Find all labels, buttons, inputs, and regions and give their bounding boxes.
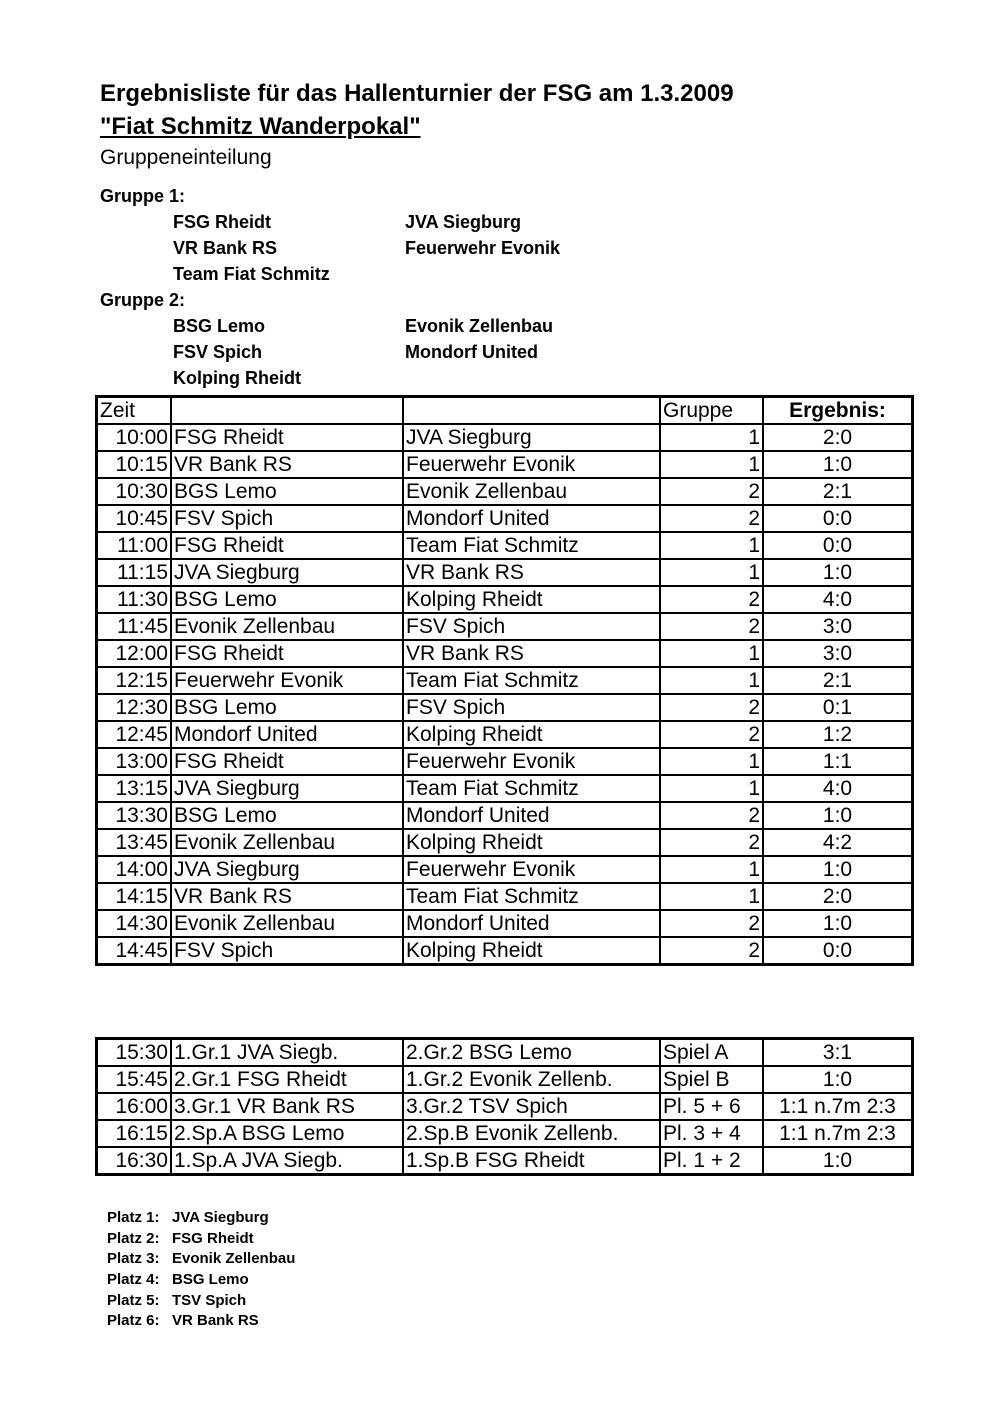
team-home: FSV Spich	[171, 937, 403, 965]
group-1-row	[100, 209, 705, 235]
team-home: BSG Lemo	[171, 694, 403, 721]
team-away: Evonik Zellenbau	[403, 478, 660, 505]
match-group: Pl. 5 + 6	[660, 1093, 763, 1120]
team-away: Kolping Rheidt	[403, 937, 660, 965]
team-away: Team Fiat Schmitz	[403, 667, 660, 694]
team-home: FSG Rheidt	[171, 532, 403, 559]
team-home: BGS Lemo	[171, 478, 403, 505]
team-away: Feuerwehr Evonik	[403, 451, 660, 478]
team-away: Team Fiat Schmitz	[403, 883, 660, 910]
finals-table	[95, 1037, 914, 1176]
group-2-label: Gruppe 2:	[100, 290, 186, 310]
match-time: 16:30	[97, 1147, 172, 1175]
match-time: 12:45	[97, 721, 172, 748]
match-group: 2	[660, 937, 763, 965]
match-group: 2	[660, 613, 763, 640]
table-row	[97, 1039, 913, 1067]
group-assignment	[100, 183, 705, 391]
standing-team: TSV Spich	[172, 1291, 247, 1309]
match-time: 13:15	[97, 775, 172, 802]
match-time: 13:30	[97, 802, 172, 829]
table-row	[97, 829, 913, 856]
table-row	[97, 586, 913, 613]
match-group: 2	[660, 721, 763, 748]
group-team	[405, 261, 705, 287]
team-away: 3.Gr.2 TSV Spich	[403, 1093, 660, 1120]
group-team: Feuerwehr Evonik	[405, 238, 561, 258]
team-away: FSV Spich	[403, 613, 660, 640]
match-time: 16:15	[97, 1120, 172, 1147]
match-result: 4:0	[763, 586, 913, 613]
match-group: 1	[660, 532, 763, 559]
final-standings	[107, 1208, 295, 1332]
team-home: 2.Sp.A BSG Lemo	[171, 1120, 403, 1147]
team-away: 1.Gr.2 Evonik Zellenb.	[403, 1066, 660, 1093]
match-time: 10:30	[97, 478, 172, 505]
match-group: 1	[660, 559, 763, 586]
team-home: 2.Gr.1 FSG Rheidt	[171, 1066, 403, 1093]
match-group: 1	[660, 640, 763, 667]
match-result: 1:1 n.7m 2:3	[763, 1120, 913, 1147]
standing-place: Platz 2:	[107, 1229, 160, 1247]
page-title: Ergebnisliste für das Hallenturnier der FSG am 1.3.2009	[100, 80, 734, 107]
match-time: 15:45	[97, 1066, 172, 1093]
standing-row	[107, 1291, 295, 1312]
table-row	[97, 559, 913, 586]
match-result: 1:0	[763, 451, 913, 478]
match-result: 0:0	[763, 532, 913, 559]
table-row	[97, 1066, 913, 1093]
team-home: 3.Gr.1 VR Bank RS	[171, 1093, 403, 1120]
standing-row	[107, 1249, 295, 1270]
standing-team: BSG Lemo	[172, 1271, 249, 1289]
match-result: 2:0	[763, 424, 913, 451]
team-away: 1.Sp.B FSG Rheidt	[403, 1147, 660, 1175]
match-result: 1:0	[763, 559, 913, 586]
standing-place: Platz 5:	[107, 1291, 160, 1309]
group-1-row	[100, 235, 705, 261]
match-result: 3:0	[763, 613, 913, 640]
match-result: 0:0	[763, 937, 913, 965]
standing-row	[107, 1229, 295, 1250]
team-away: 2.Sp.B Evonik Zellenb.	[403, 1120, 660, 1147]
match-group: 2	[660, 586, 763, 613]
team-away: 2.Gr.2 BSG Lemo	[403, 1039, 660, 1067]
match-result: 1:0	[763, 856, 913, 883]
group-team: Mondorf United	[405, 342, 538, 362]
match-result: 2:0	[763, 883, 913, 910]
group-team: JVA Siegburg	[405, 212, 522, 232]
match-group: 1	[660, 424, 763, 451]
match-group: Pl. 1 + 2	[660, 1147, 763, 1175]
team-home: Mondorf United	[171, 721, 403, 748]
match-result: 1:1	[763, 748, 913, 775]
team-home: JVA Siegburg	[171, 559, 403, 586]
header-time: Zeit	[97, 397, 172, 425]
group-team: VR Bank RS	[173, 238, 278, 258]
match-time: 10:00	[97, 424, 172, 451]
match-time: 13:00	[97, 748, 172, 775]
team-away: Team Fiat Schmitz	[403, 532, 660, 559]
match-time: 10:45	[97, 505, 172, 532]
team-away: FSV Spich	[403, 694, 660, 721]
team-away: Kolping Rheidt	[403, 586, 660, 613]
team-away: Kolping Rheidt	[403, 721, 660, 748]
table-row	[97, 748, 913, 775]
team-home: VR Bank RS	[171, 451, 403, 478]
match-result: 2:1	[763, 667, 913, 694]
match-time: 14:00	[97, 856, 172, 883]
table-row	[97, 775, 913, 802]
match-time: 12:00	[97, 640, 172, 667]
table-row	[97, 640, 913, 667]
match-result: 1:0	[763, 1147, 913, 1175]
group-team: Evonik Zellenbau	[405, 316, 554, 336]
match-time: 11:15	[97, 559, 172, 586]
match-group: 1	[660, 748, 763, 775]
match-time: 14:15	[97, 883, 172, 910]
team-home: FSG Rheidt	[171, 424, 403, 451]
team-home: FSV Spich	[171, 505, 403, 532]
match-group: 2	[660, 694, 763, 721]
match-group: Pl. 3 + 4	[660, 1120, 763, 1147]
table-row	[97, 802, 913, 829]
group-team	[405, 365, 705, 391]
match-time: 11:30	[97, 586, 172, 613]
header-result: Ergebnis:	[763, 397, 913, 425]
team-home: 1.Sp.A JVA Siegb.	[171, 1147, 403, 1175]
group-1-row	[100, 261, 705, 287]
table-row	[97, 424, 913, 451]
team-away: JVA Siegburg	[403, 424, 660, 451]
match-group: 1	[660, 883, 763, 910]
group-2-row	[100, 365, 705, 391]
match-group: 2	[660, 505, 763, 532]
team-home: JVA Siegburg	[171, 775, 403, 802]
team-home: BSG Lemo	[171, 802, 403, 829]
match-group: 2	[660, 910, 763, 937]
team-home: FSG Rheidt	[171, 640, 403, 667]
table-row	[97, 694, 913, 721]
match-result: 0:0	[763, 505, 913, 532]
match-group: 1	[660, 856, 763, 883]
match-time: 11:00	[97, 532, 172, 559]
table-row	[97, 667, 913, 694]
table-row	[97, 532, 913, 559]
table-row	[97, 478, 913, 505]
team-home: JVA Siegburg	[171, 856, 403, 883]
table-row	[97, 883, 913, 910]
match-time: 14:45	[97, 937, 172, 965]
standing-place: Platz 6:	[107, 1312, 160, 1330]
match-result: 1:2	[763, 721, 913, 748]
standing-row	[107, 1270, 295, 1291]
match-time: 13:45	[97, 829, 172, 856]
table-row	[97, 856, 913, 883]
header-group: Gruppe	[660, 397, 763, 425]
match-group: 1	[660, 451, 763, 478]
page-subtitle: "Fiat Schmitz Wanderpokal"	[100, 113, 421, 140]
match-result: 4:2	[763, 829, 913, 856]
team-home: BSG Lemo	[171, 586, 403, 613]
standing-team: Evonik Zellenbau	[172, 1250, 296, 1268]
match-result: 1:0	[763, 910, 913, 937]
standing-row	[107, 1311, 295, 1332]
table-row	[97, 910, 913, 937]
match-time: 12:15	[97, 667, 172, 694]
match-time: 12:30	[97, 694, 172, 721]
match-time: 15:30	[97, 1039, 172, 1067]
standing-row	[107, 1208, 295, 1229]
match-result: 4:0	[763, 775, 913, 802]
standing-team: FSG Rheidt	[172, 1229, 254, 1247]
group-team: Team Fiat Schmitz	[173, 264, 330, 284]
team-home: Evonik Zellenbau	[171, 910, 403, 937]
section-heading: Gruppeneinteilung	[100, 146, 272, 169]
group-team: BSG Lemo	[173, 316, 266, 336]
standing-team: VR Bank RS	[172, 1312, 259, 1330]
match-result: 0:1	[763, 694, 913, 721]
match-time: 10:15	[97, 451, 172, 478]
results-table	[95, 395, 914, 966]
match-result: 1:1 n.7m 2:3	[763, 1093, 913, 1120]
match-result: 2:1	[763, 478, 913, 505]
team-away: Feuerwehr Evonik	[403, 748, 660, 775]
team-home: FSG Rheidt	[171, 748, 403, 775]
group-1-label: Gruppe 1:	[100, 186, 186, 206]
team-away: Mondorf United	[403, 505, 660, 532]
match-group: 2	[660, 802, 763, 829]
table-row	[97, 937, 913, 965]
match-group: Spiel B	[660, 1066, 763, 1093]
match-result: 1:0	[763, 802, 913, 829]
table-row	[97, 505, 913, 532]
team-home: VR Bank RS	[171, 883, 403, 910]
group-2-row	[100, 339, 705, 365]
match-group: 1	[660, 775, 763, 802]
match-group: 2	[660, 478, 763, 505]
match-time: 16:00	[97, 1093, 172, 1120]
standing-place: Platz 3:	[107, 1250, 160, 1268]
team-home: Evonik Zellenbau	[171, 613, 403, 640]
match-group: 1	[660, 667, 763, 694]
group-team: FSV Spich	[173, 342, 263, 362]
match-result: 3:0	[763, 640, 913, 667]
team-home: Feuerwehr Evonik	[171, 667, 403, 694]
match-group: 2	[660, 829, 763, 856]
team-away: VR Bank RS	[403, 640, 660, 667]
standing-place: Platz 4:	[107, 1271, 160, 1289]
match-result: 1:0	[763, 1066, 913, 1093]
team-home: Evonik Zellenbau	[171, 829, 403, 856]
match-result: 3:1	[763, 1039, 913, 1067]
match-time: 11:45	[97, 613, 172, 640]
team-away: Kolping Rheidt	[403, 829, 660, 856]
table-row	[97, 1147, 913, 1175]
team-home: 1.Gr.1 JVA Siegb.	[171, 1039, 403, 1067]
table-row	[97, 613, 913, 640]
group-team: Kolping Rheidt	[173, 368, 301, 388]
team-away: Team Fiat Schmitz	[403, 775, 660, 802]
group-2-row	[100, 313, 705, 339]
group-team: FSG Rheidt	[173, 212, 271, 232]
header-team1	[171, 397, 403, 425]
table-header-row	[97, 397, 913, 425]
team-away: Mondorf United	[403, 910, 660, 937]
team-away: Mondorf United	[403, 802, 660, 829]
standing-place: Platz 1:	[107, 1209, 160, 1226]
table-row	[97, 451, 913, 478]
match-group: Spiel A	[660, 1039, 763, 1067]
header-team2	[403, 397, 660, 425]
team-away: VR Bank RS	[403, 559, 660, 586]
table-row	[97, 1120, 913, 1147]
table-row	[97, 721, 913, 748]
match-time: 14:30	[97, 910, 172, 937]
table-row	[97, 1093, 913, 1120]
standing-team: JVA Siegburg	[172, 1209, 269, 1226]
team-away: Feuerwehr Evonik	[403, 856, 660, 883]
